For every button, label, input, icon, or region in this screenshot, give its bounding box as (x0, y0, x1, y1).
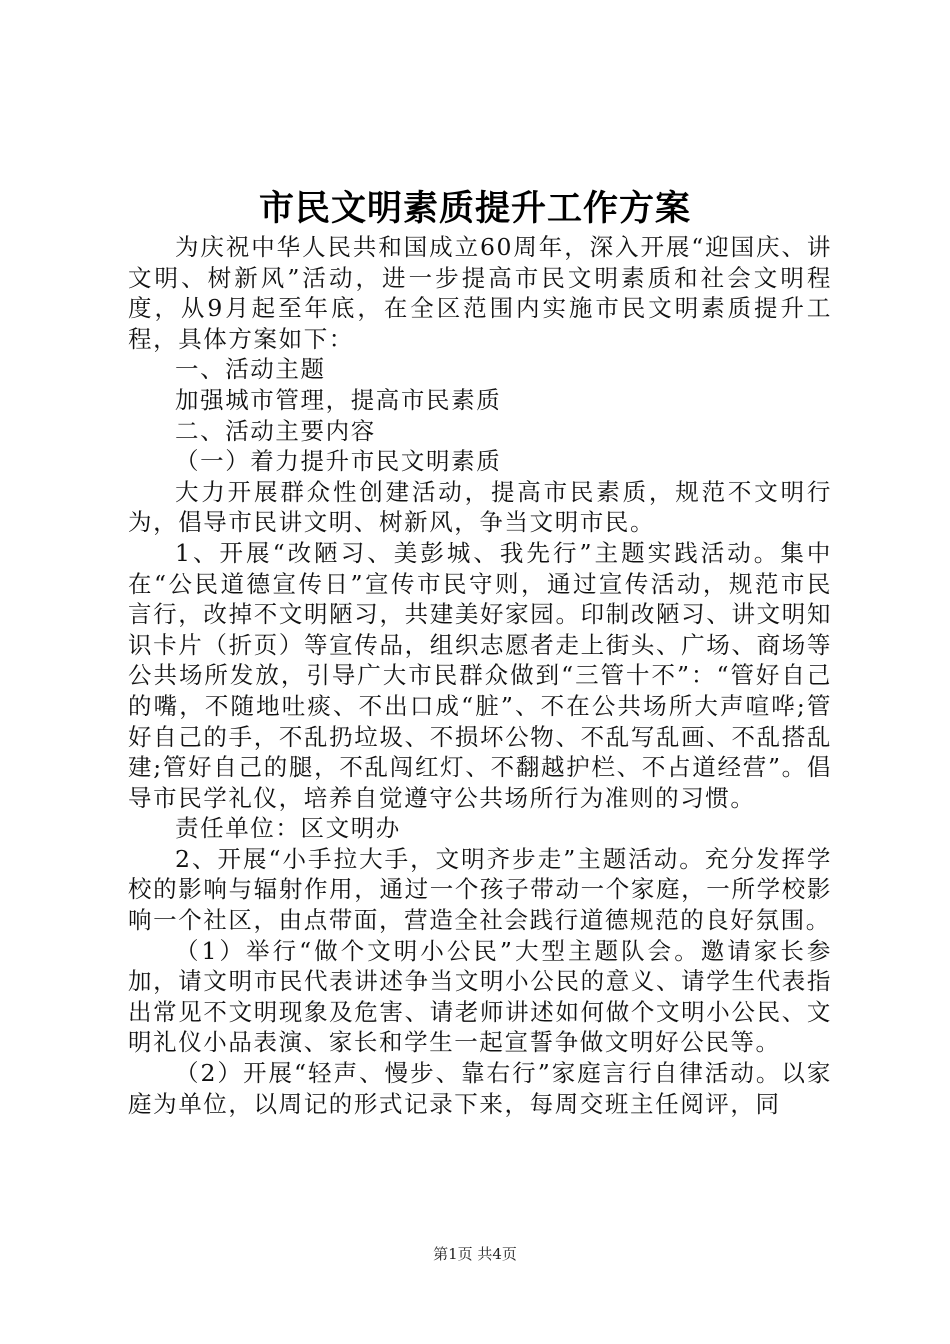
paragraph-mass-activities: 大力开展群众性创建活动，提高市民素质，规范不文明行为，倡导市民讲文明、树新风，争当文明市民。 (128, 477, 832, 537)
heading-activity-theme: 一、活动主题 (175, 355, 326, 384)
paragraph-item-2-1: （1）举行“做个文明小公民”大型主题队会。邀请家长参加，请文明市民代表讲述争当文明小公民的意义、请学生代表指出常见不文明现象及危害、请老师讲述如何做个文明小公民、文明礼仪小品表演、家长和学生一起宣誓争做文明好公民等。 (128, 936, 832, 1057)
paragraph-item-2-2: （2）开展“轻声、慢步、靠右行”家庭言行自律活动。以家庭为单位，以周记的形式记录下来，每周交班主任阅评，同 (128, 1059, 832, 1118)
paragraph-intro: 为庆祝中华人民共和国成立60周年，深入开展“迎国庆、讲文明、树新风”活动，进一步提高市民文明素质和社会文明程度，从9月起至年底，在全区范围内实施市民文明素质提升工程，具体方案如下： (128, 233, 832, 353)
paragraph-item-2: 2、开展“小手拉大手，文明齐步走”主题活动。充分发挥学校的影响与辐射作用，通过一个孩子带动一个家庭，一所学校影响一个社区，由点带面，营造全社会践行道德规范的良好氛围。 (128, 844, 832, 935)
paragraph-responsible-unit: 责任单位：区文明办 (175, 814, 401, 843)
document-title: 市民文明素质提升工作方案 (258, 188, 691, 229)
subheading-improve-quality: （一）着力提升市民文明素质 (175, 447, 502, 476)
paragraph-theme: 加强城市管理，提高市民素质 (175, 385, 502, 414)
page-number: 第1页 共4页 (433, 1245, 517, 1263)
document-body (128, 232, 832, 1119)
paragraph-item-1: 1、开展“改陋习、美彭城、我先行”主题实践活动。集中在“公民道德宣传日”宣传市民守则，通过宣传活动，规范市民言行，改掉不文明陋习，共建美好家园。印制改陋习、讲文明知识卡片（折页）等宣传品，组织志愿者走上街头、广场、商场等公共场所发放，引导广大市民群众做到“三管十不”：“管好自己的嘴，不随地吐痰、不出口成“脏”、不在公共场所大声喧哗;管好自己的手，不乱扔垃圾、不损坏公物、不乱写乱画、不乱搭乱建;管好自己的腿，不乱闯红灯、不翻越护栏、不占道经营”。倡导市民学礼仪，培养自觉遵守公共场所行为准则的习惯。 (128, 538, 832, 812)
heading-main-content: 二、活动主要内容 (175, 416, 376, 445)
